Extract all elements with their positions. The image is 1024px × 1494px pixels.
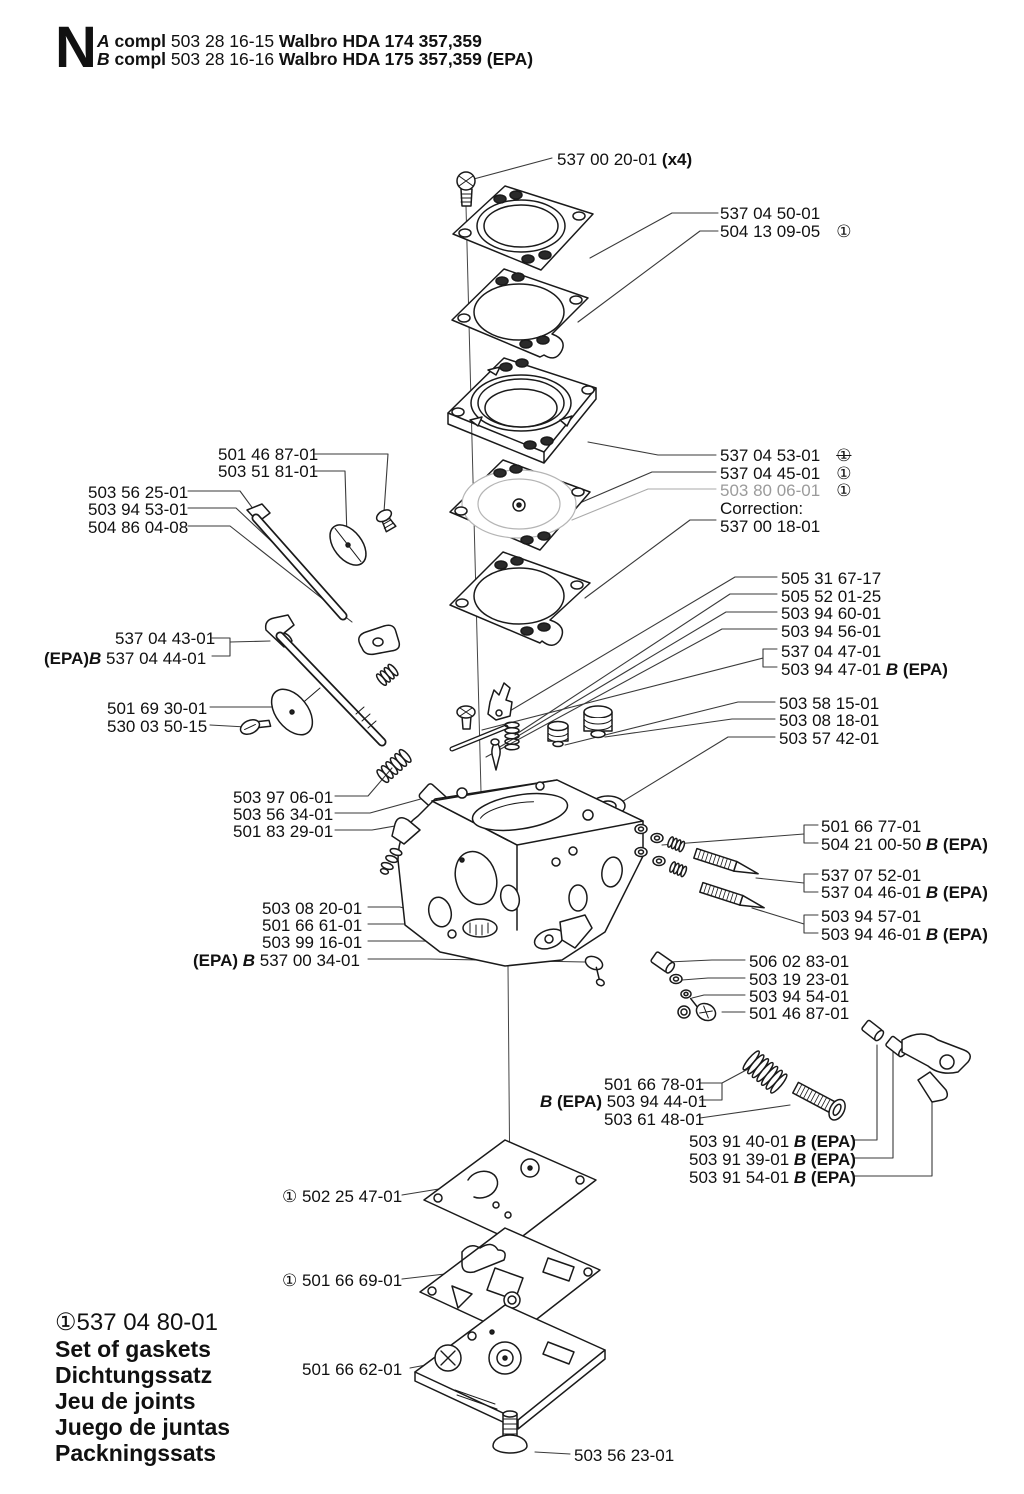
part-label: 504 86 04-08 (88, 518, 189, 537)
part-label: 503 61 48-01 (604, 1110, 705, 1129)
part-label: 503 94 56-01 (781, 622, 882, 641)
part-label: 503 58 15-01 (779, 694, 880, 713)
part-label: ① 502 25 47-01 (282, 1187, 403, 1206)
part-label: 537 00 18-01 (720, 517, 821, 536)
cover-screw (457, 172, 475, 206)
part-label: 503 91 39-01 B (EPA) (689, 1150, 856, 1169)
part-label: 503 94 53-01 (88, 500, 189, 519)
section-letter: N (55, 15, 97, 80)
part-label: 506 02 83-01 (749, 952, 850, 971)
check-valve-plug (548, 722, 568, 747)
part-label: 503 91 54-01 B (EPA) (689, 1168, 856, 1187)
part-label: 501 46 87-01 (749, 1004, 850, 1023)
part-label: B (EPA) 503 94 44-01 (540, 1092, 707, 1111)
throttle-shaft-assembly (247, 504, 399, 687)
part-label: 503 80 06-01 ① (720, 481, 852, 500)
fuel-pump-diaphragm (424, 1140, 596, 1242)
gasket-set-name-fr: Jeu de joints (55, 1388, 196, 1414)
part-label: 503 94 46-01 B (EPA) (821, 925, 988, 944)
gasket-set-name-es: Juego de juntas (55, 1414, 231, 1440)
cover-plate (453, 186, 593, 270)
gasket-set-name-sv: Packningssats (55, 1440, 217, 1466)
part-label: 537 04 43-01 (115, 629, 216, 648)
part-label: 503 97 06-01 (233, 788, 334, 807)
gasket-set-number: ①537 04 80-01 (55, 1309, 218, 1336)
upper-gasket (452, 269, 588, 358)
part-label: 503 57 42-01 (779, 729, 880, 748)
part-label: 537 04 53-01 ① (720, 446, 852, 465)
part-label: 537 04 47-01 (781, 642, 882, 661)
part-label: Correction: (720, 499, 804, 518)
part-label: (EPA)B 537 04 44-01 (44, 649, 207, 668)
part-label: 537 07 52-01 (821, 866, 922, 885)
part-label: 501 66 77-01 (821, 817, 922, 836)
header-line-a: A compl 503 28 16-15 Walbro HDA 174 357,359 (97, 31, 482, 51)
part-label: 503 99 16-01 (262, 933, 363, 952)
part-label: 501 46 87-01 (218, 445, 319, 464)
part-label: 503 19 23-01 (749, 970, 850, 989)
lower-gasket (450, 552, 590, 645)
part-label: 501 83 29-01 (233, 822, 334, 841)
part-label: 503 56 23-01 (574, 1446, 675, 1465)
adjustment-needles (635, 825, 766, 913)
part-label: 501 66 62-01 (302, 1360, 403, 1379)
part-label: 505 31 67-17 (781, 569, 882, 588)
part-label: 503 08 18-01 (779, 711, 880, 730)
carburetor-body (379, 780, 643, 987)
part-label: 503 56 34-01 (233, 805, 334, 824)
part-label: 537 04 45-01 ① (720, 464, 852, 483)
choke-shaft-assembly (238, 615, 453, 817)
choke-plate-screw (238, 713, 271, 739)
part-label: 501 69 30-01 (107, 699, 208, 718)
part-label: 537 00 20-01 (x4) (557, 150, 693, 169)
gasket-set-name-en: Set of gaskets (55, 1336, 211, 1362)
part-label: 537 04 46-01 B (EPA) (821, 883, 988, 902)
body-plug (463, 919, 497, 937)
part-label: 530 03 50-15 (107, 717, 208, 736)
part-label: 504 21 00-50 B (EPA) (821, 835, 988, 854)
part-label: 537 04 50-01 (720, 204, 821, 223)
pulse-plug (584, 706, 612, 738)
part-label: 503 56 25-01 (88, 483, 189, 502)
part-label: 501 66 78-01 (604, 1075, 705, 1094)
part-label: 503 94 60-01 (781, 604, 882, 623)
gasket-set-legend (55, 1310, 230, 1466)
part-label: 505 52 01-25 (781, 587, 882, 606)
choke-lever (902, 1034, 970, 1102)
header-line-b: B compl 503 28 16-16 Walbro HDA 175 357,359 (EPA) (97, 49, 534, 69)
part-label: 504 13 09-05 ① (720, 222, 852, 241)
part-label: 503 08 20-01 (262, 899, 363, 918)
part-label: 501 66 61-01 (262, 916, 363, 935)
part-label: 503 51 81-01 (218, 462, 319, 481)
tension-spring-and-bolt (741, 1049, 848, 1122)
idle-screw (578, 954, 613, 987)
gasket-set-name-de: Dichtungssatz (55, 1362, 213, 1388)
metering-diaphragm (450, 460, 590, 550)
part-label: ① 501 66 69-01 (282, 1271, 403, 1290)
part-label: (EPA) B 537 00 34-01 (193, 951, 360, 970)
part-label: 503 91 40-01 B (EPA) (689, 1132, 856, 1151)
part-label: 503 94 47-01 B (EPA) (781, 660, 948, 679)
throttle-plate-screw (375, 507, 399, 532)
part-label: 503 94 57-01 (821, 907, 922, 926)
part-label: 503 94 54-01 (749, 987, 850, 1006)
